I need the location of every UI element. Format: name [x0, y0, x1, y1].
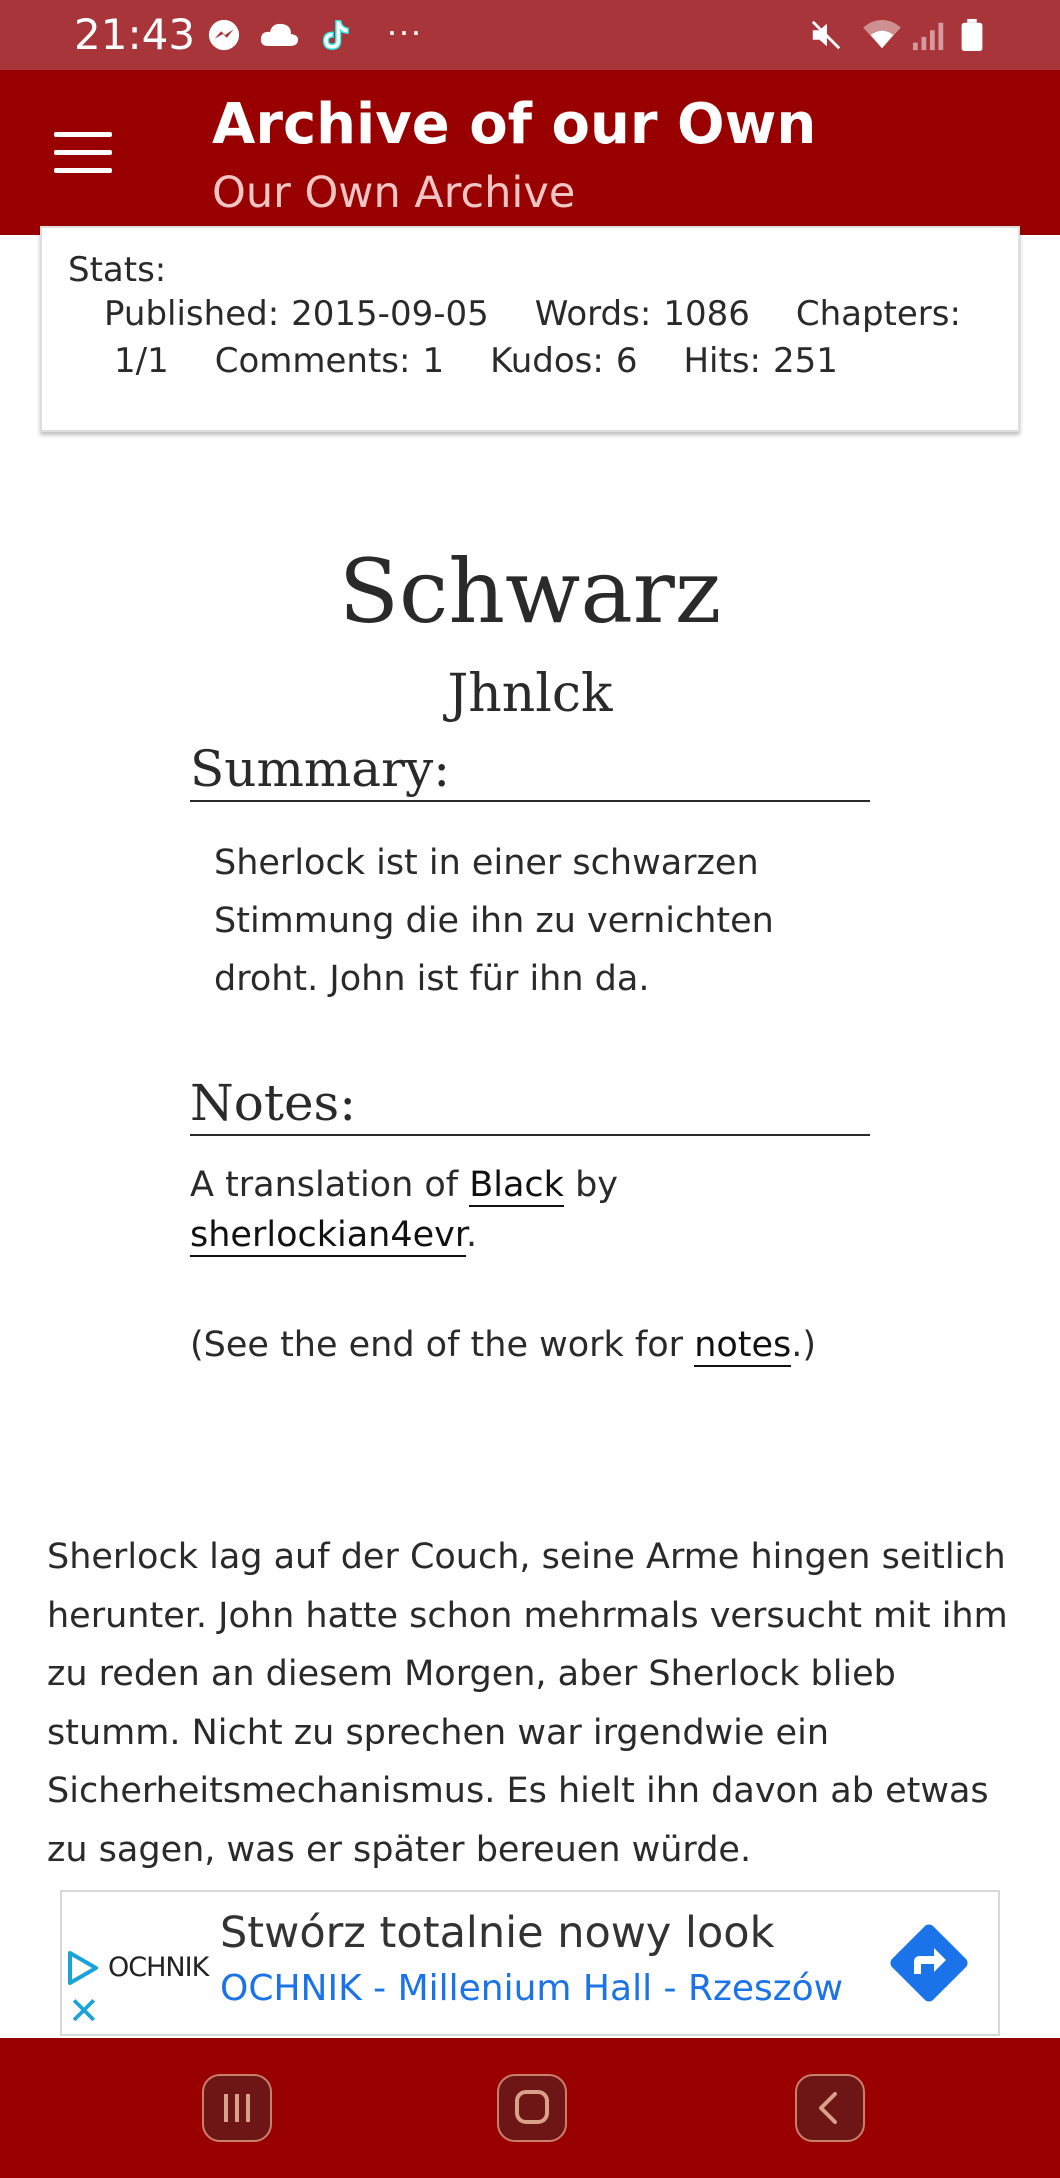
published-value: 2015-09-05	[291, 294, 489, 334]
body-line: Sicherheitsmechanismus. Es hielt ihn davon ab etwas	[47, 1771, 989, 1811]
summary-line: Sherlock ist in einer schwarzen	[214, 843, 759, 883]
ad-banner[interactable]	[60, 1890, 1000, 2036]
back-button[interactable]	[795, 2074, 865, 2142]
summary-line: droht. John ist für ihn da.	[214, 959, 650, 999]
app-bar	[0, 70, 1060, 235]
wifi-icon	[860, 18, 904, 52]
original-work-link[interactable]: Black	[469, 1165, 564, 1205]
chapters-label: Chapters:	[795, 294, 961, 334]
kudos-label: Kudos:	[490, 341, 604, 381]
ad-brand-logo: OCHNIK	[108, 1952, 209, 1983]
home-button[interactable]	[497, 2074, 567, 2142]
app-title: Archive of our Own	[212, 92, 817, 157]
app-subtitle: Our Own Archive	[212, 168, 576, 218]
battery-icon	[960, 18, 984, 52]
status-bar	[0, 0, 1060, 70]
signal-icon	[910, 18, 950, 52]
directions-icon[interactable]	[888, 1922, 970, 2004]
stats-box	[40, 226, 1020, 432]
notes-text	[190, 1160, 890, 1260]
ad-close-icon[interactable]: ✕	[68, 1989, 100, 2033]
kudos-value: 6	[615, 341, 638, 381]
body-line: zu reden an diesem Morgen, aber Sherlock blieb	[47, 1654, 896, 1694]
hits-value: 251	[772, 341, 838, 381]
chapter-text	[47, 1528, 1017, 1879]
mute-icon	[808, 18, 844, 52]
status-time: 21:43	[74, 10, 196, 59]
menu-icon[interactable]	[54, 132, 112, 174]
summary-text	[214, 834, 854, 1008]
back-icon	[797, 2076, 863, 2140]
stats-label: Stats:	[68, 250, 167, 290]
author-name[interactable]: Jhnlck	[447, 664, 613, 724]
body-line: Sherlock lag auf der Couch, seine Arme hingen seitlich	[47, 1537, 1006, 1577]
summary-line: Stimmung die ihn zu vernichten	[214, 901, 774, 941]
end-notes-suffix: .)	[791, 1325, 817, 1365]
stats-line-2	[114, 341, 850, 381]
body-line: zu sagen, was er später bereuen würde.	[47, 1829, 752, 1870]
notes-by: by	[563, 1165, 619, 1205]
notes-period: .	[466, 1215, 478, 1255]
home-icon	[499, 2076, 565, 2140]
stats-line-1	[104, 294, 973, 334]
original-author-link[interactable]: sherlockian4evr	[190, 1215, 467, 1255]
ad-headline[interactable]: Stwórz totalnie nowy look	[220, 1908, 775, 1958]
end-notes-link[interactable]: notes	[694, 1325, 792, 1365]
notes-prefix: A translation of	[190, 1165, 470, 1205]
work-title: Schwarz	[338, 540, 722, 643]
published-label: Published:	[104, 294, 280, 334]
body-line: stumm. Nicht zu sprechen war irgendwie ein	[47, 1712, 829, 1753]
body-line: herunter. John hatte schon mehrmals versucht mit ihm	[47, 1595, 1008, 1636]
end-notes-text	[190, 1320, 890, 1370]
notes-heading: Notes:	[190, 1074, 870, 1136]
messenger-icon	[206, 18, 242, 52]
cloud-icon	[258, 18, 300, 52]
work-author[interactable]	[0, 664, 1060, 724]
navigation-bar	[0, 2038, 1060, 2178]
end-notes-prefix: (See the end of the work for	[190, 1325, 695, 1365]
status-overflow: ···	[386, 10, 422, 51]
comments-label: Comments:	[214, 341, 411, 381]
recent-apps-icon	[204, 2076, 270, 2140]
recent-apps-button[interactable]	[202, 2074, 272, 2142]
words-label: Words:	[534, 294, 652, 334]
ad-subline[interactable]: OCHNIK - Millenium Hall - Rzeszów	[220, 1968, 844, 2009]
chapters-value: 1/1	[114, 341, 169, 381]
hits-label: Hits:	[683, 341, 761, 381]
tiktok-icon	[316, 18, 352, 52]
words-value: 1086	[663, 294, 750, 334]
adchoices-icon[interactable]	[66, 1950, 100, 1986]
comments-value: 1	[422, 341, 445, 381]
summary-heading: Summary:	[190, 740, 870, 802]
